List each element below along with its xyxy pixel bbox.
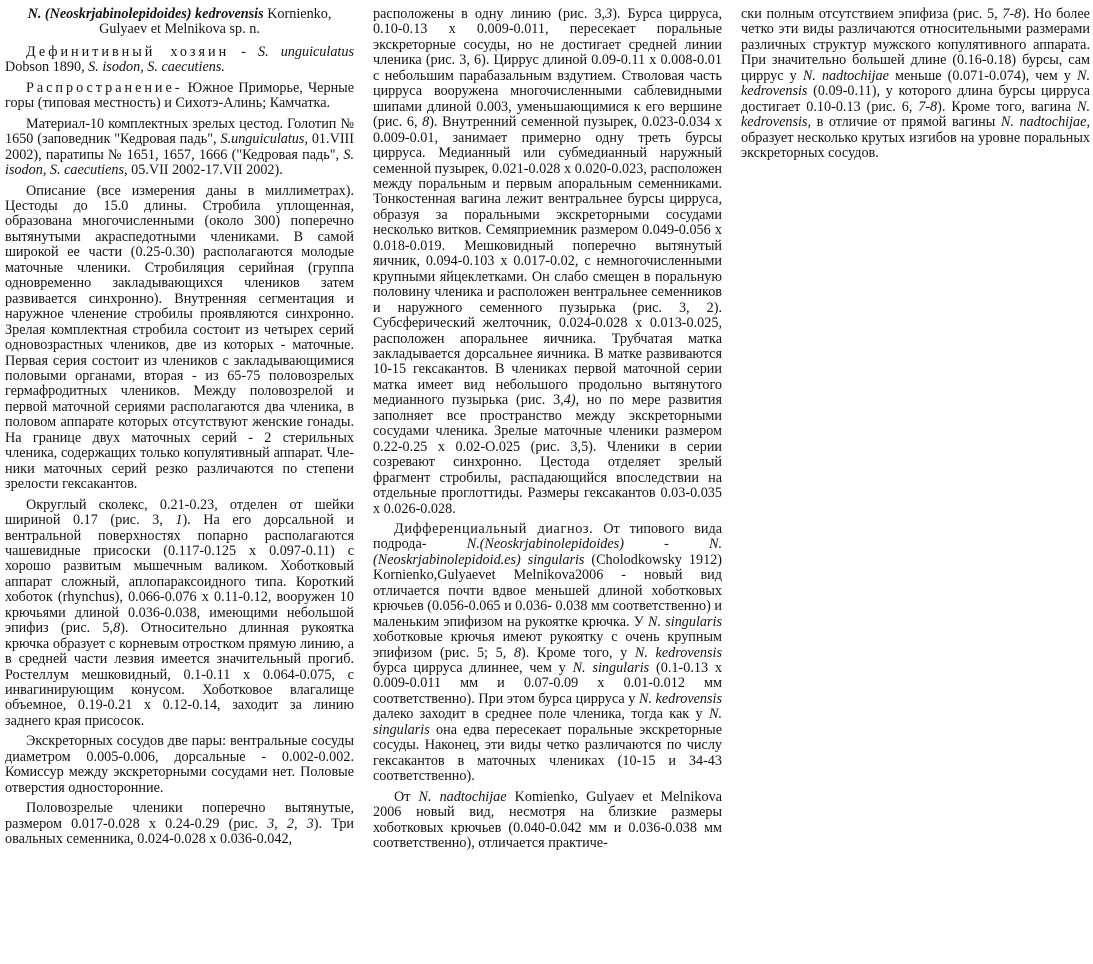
description-paragraph	[5, 184, 354, 493]
species-title	[5, 7, 354, 38]
text-run: 7-8	[1002, 7, 1022, 22]
text-run: бурса цирруса длиннее, чем у	[373, 660, 573, 677]
text-run: От	[394, 788, 419, 805]
text-run: От типового вида подрода-	[373, 520, 722, 553]
text-run: -	[229, 43, 258, 60]
text-run: 4),	[563, 392, 580, 409]
text-run: Распространение-	[26, 79, 183, 96]
text-run: расположены в одну линию (рис. 3,	[373, 7, 606, 22]
text-run: N.(Neoskrjabinolepidoides) - N. (Neoskrjabinolepidoid.es) singularis	[373, 536, 722, 568]
mature-proglottids-paragraph	[5, 801, 354, 847]
text-column-2	[373, 7, 722, 964]
text-run: N. kedrovensis	[634, 644, 722, 661]
text-run: ). Бурса цирруса, 0.10-0.13 x 0.009-0.011, пересекает поральные экскреторные сосуды, но не достигает средней линии членика (рис. 3, 6). Циррус длиной 0.09-0.11 x 0.008-0.01 с небольшим парабазальным вздутием. Стволовая часть цирруса вооружена многочисленными саблевидными шипами длиной 0.003, уменьшающимися к его вершине (рис. 6,	[373, 7, 722, 131]
text-run: Komienko, Gulyaev et Melnikova 2006 новый вид, несмотря на близкие размеры хоботковых крючьев (0.040-0.042 мм и 0.036-0.038 мм соответственно), отличается практиче-	[373, 788, 722, 852]
text-run: 01.VIII 2002), паратипы № 1651, 1657, 1666 ("Кедровая падь",	[5, 131, 354, 163]
text-run: ). Относительно длинная рукоятка крючка образует с корневым отростком прямую линию, а в средней части лезвия имеется значительный прогиб. Ростеллум мешковидный, 0.1-0.11 x 0.064-0.075, с инвагинирующим конусом. Хоботковое влагалище объемное, 0.19-0.21 x 0.12-0.14, заходит за линию заднего края присосок.	[5, 620, 354, 729]
text-run: 3	[605, 7, 613, 22]
text-run: 1	[175, 512, 183, 529]
text-run: ). Кроме того, вагина	[937, 98, 1077, 115]
text-run: ). Но более четко эти виды различаются относительными размерами различных структур мужского копулятивного аппарата. При значительно большей длине (0.16-0.18) бурсы, сам циррус у	[741, 7, 1090, 84]
text-run: ). Кроме того, у	[521, 644, 635, 661]
text-run: (0.1-0.13 x 0.009-0.011 мм и 0.07-0.09 x 0.01-0.012 мм соответственно). При этом бурса цирруса у	[373, 660, 722, 707]
text-run: Южное Приморье, Черные горы (типовая местность) и Сихотэ-Алинь; Камчатка.	[5, 79, 354, 112]
text-run: Экскреторных сосудов две пары: вентральные сосуды диаметром 0.005-0.006, дорсальные - 0.002-0.002. Комиссур между экскреторными сосудами нет. Половые отверстия односторонние.	[5, 733, 354, 796]
text-run: но по мере развития заполняет все пространство между экскреторными сосудами членика. Зрелые маточные членики размером 0.22-0.25 x 0.02-O.025 (рис. 3,5). Членики в серии созревают синхронно. Цестода отделяет зрелый фрагмент стробилы, распадающийся впоследствии на отдельные проглоттиды. Размеры гексакантов 0.03-0.035 x 0.026-0.028.	[373, 392, 722, 517]
text-run: 8	[113, 620, 121, 637]
text-run: N. singularis	[572, 660, 650, 677]
scolex-paragraph	[5, 498, 354, 730]
distribution-paragraph	[5, 81, 354, 112]
text-run: (Cholodkowsky 1912) Kornienko,Gulyaevet Melnikova2006 - новый вид отличается почти вдвое меньшей длиной хоботковых крючьев (0.056-0.065 и 0.036- 0.038 мм соответственно) и маленьким эпифизом на рукоятке крючка. У	[373, 551, 722, 630]
text-column-3	[741, 7, 1090, 964]
text-run: хоботковые крючья имеют рукоятку с очень крупным эпифизом (рис. 5; 5,	[373, 629, 722, 661]
text-run: Дифференциальный диагноз.	[394, 520, 594, 537]
text-run: она едва пересекает поральные экскреторные сосуды. Наконец, эти виды четко различаются по числу гексакантов в маточных члениках (10-15 и 34-43 соответственно).	[373, 721, 722, 785]
nadtochijae-comparison-paragraph	[373, 790, 722, 852]
text-run: 3, 2, 3	[267, 815, 314, 832]
text-run: Округлый сколекс, 0.21-0.23, отделен от шейки шириной 0.17 (рис. 3,	[5, 496, 354, 529]
text-run: N. nadtochijae	[802, 67, 889, 84]
text-run: ). На его дорсальной и вентральной поверхностях попарно располагаются чашевидные присоски (0.117-0.125 x 0.097-0.11) с хорошо развитым мышечным валиком. Хоботковый аппарат сложный, аплопараксоидного типа. Короткий хоботок (rhynchus), 0.066-0.076 x 0.11-0.12, вооружен 10 крючьями длиной 0.036-0.038, имеющими небольшой эпифиз (рис. 5,	[5, 512, 354, 637]
text-run: S.unguiculatus,	[220, 131, 308, 148]
text-run: ). Внутренний семенной пузырек, 0.023-0.034 x 0.009-0.01, занимает примерно одну треть бурсы цирруса. Медианный или субмедианный наружный семенной пузырек, 0.021-0.028 x 0.020-0.023, расположен между поральным и первым апоральным семенниками. Тонкостенная вагина лежит вентральнее бурсы цирруса, образуя за поральными экскреторными сосудами несколько витков. Семяприемник размером 0.049-0.056 x 0.018-0.019. Мешковидный поперечно вытянутый яичник, 0.094-0.103 x 0.017-0.02, с немногочисленными крупными яйцеклетками. Он слабо смещен в поральную половину членика и расположен вентральнее семенников и наружного семенного пузырька (рис. 3, 2). Субсферический желточник, 0.024-0.028 x 0.013-0.025, расположен апоральнее яичника. Трубчатая матка закладывается дорсальнее яичника. В матке развиваются 10-15 гексакантов. В члениках первой маточной серии матка имеет вид небольшого продольно вытянутого медианного пузырька (рис. 3,	[373, 114, 722, 409]
text-run: N. kedrovensis	[741, 67, 1090, 100]
text-run: ски полным отсутствием эпифиза (рис. 5,	[741, 7, 1003, 22]
text-run: 8	[513, 644, 522, 661]
text-run: Дефинитивный хозяин	[26, 43, 230, 60]
text-run: далеко заходит в среднее поле членика, тогда как у	[373, 706, 709, 723]
text-run: N. (Neoskrjabinolepidoides) kedrovensis	[27, 7, 264, 22]
text-run: N. kedrovensis	[638, 690, 722, 707]
text-run: в отличие от прямой вагины	[811, 114, 1001, 131]
text-run: 7-8	[918, 98, 938, 115]
text-run: N. nadtochijae,	[1000, 114, 1090, 131]
text-run: S. isodon, S. caecutiens.	[88, 59, 225, 76]
definitive-host-paragraph	[5, 45, 354, 76]
text-run: N. singularis	[373, 706, 722, 738]
text-run: Половозрелые членики поперечно вытянутые, размером 0.017-0.028 x 0.24-0.29 (рис.	[5, 800, 354, 832]
text-run: N. nadtochijae	[418, 788, 507, 805]
text-run: S. unguiculatus	[258, 43, 354, 60]
text-run: меньше (0.071-0.074), чем у	[888, 67, 1077, 84]
text-run: Kornienko, Gulyaev et Melnikova sp. n.	[99, 7, 332, 38]
text-run: Dobson 1890,	[5, 59, 89, 76]
text-run: образует несколько крутых изгибов на уровне поральных экскреторных сосудов.	[741, 129, 1090, 162]
excretory-vessels-paragraph	[5, 734, 354, 796]
morphology-continuation-paragraph	[373, 7, 722, 517]
text-run: ). Три овальных семенника, 0.024-0.028 x 0.036-0.042,	[5, 815, 354, 848]
text-run: S. isodon, S. caecutiens,	[5, 146, 354, 179]
differential-diagnosis-paragraph	[373, 522, 722, 785]
text-run: N. singularis	[648, 613, 722, 630]
text-run: Описание (все измерения даны в миллиметрах). Цестоды до 15.0 длины. Стробила уплощенная, образована многочисленными (около 300) поперечно вытянутыми акраспедотными члениками. В самой широкой ее части (0.25-0.30) располагаются молодые маточные членики. Стробиляция серийная (группа одновременно закладывающихся члеников затем развивается синхронно). Внутренняя сегментация и наружное членение стробилы проявляются синхронно. Зрелая комплектная стробила состоит из четырех серий одновозрастных члеников, две из которых - маточные. Первая серия состоит из члеников с закладывающимися половыми органами, вторая - из 65-75 половозрелых гермафродитных члеников. Между половозрелой и первой маточной сериями располагаются два членика, в половом аппарате которых отсутствуют женские гонады. На границе двух маточных серий - 2 стерильных членика, содержащих только копулятивный аппарат. Членики маточных серий резко различаются по степени зрелости гексакантов.	[5, 182, 354, 493]
text-run: 05.VII 2002-17.VII 2002).	[127, 162, 283, 179]
text-run: N. kedrovensis,	[741, 98, 1090, 131]
text-run: Материал-10 комплектных зрелых цестод. Голотип № 1650 (заповедник "Кедровая падь",	[5, 115, 354, 148]
material-paragraph	[5, 117, 354, 179]
text-column-1	[5, 7, 354, 964]
text-run: 8	[422, 114, 430, 131]
comparison-continuation-paragraph	[741, 7, 1090, 162]
text-run: (0.09-0.11), у которого длина бурсы цирруса достигает 0.10-0.13 (рис. 6,	[741, 83, 1090, 115]
